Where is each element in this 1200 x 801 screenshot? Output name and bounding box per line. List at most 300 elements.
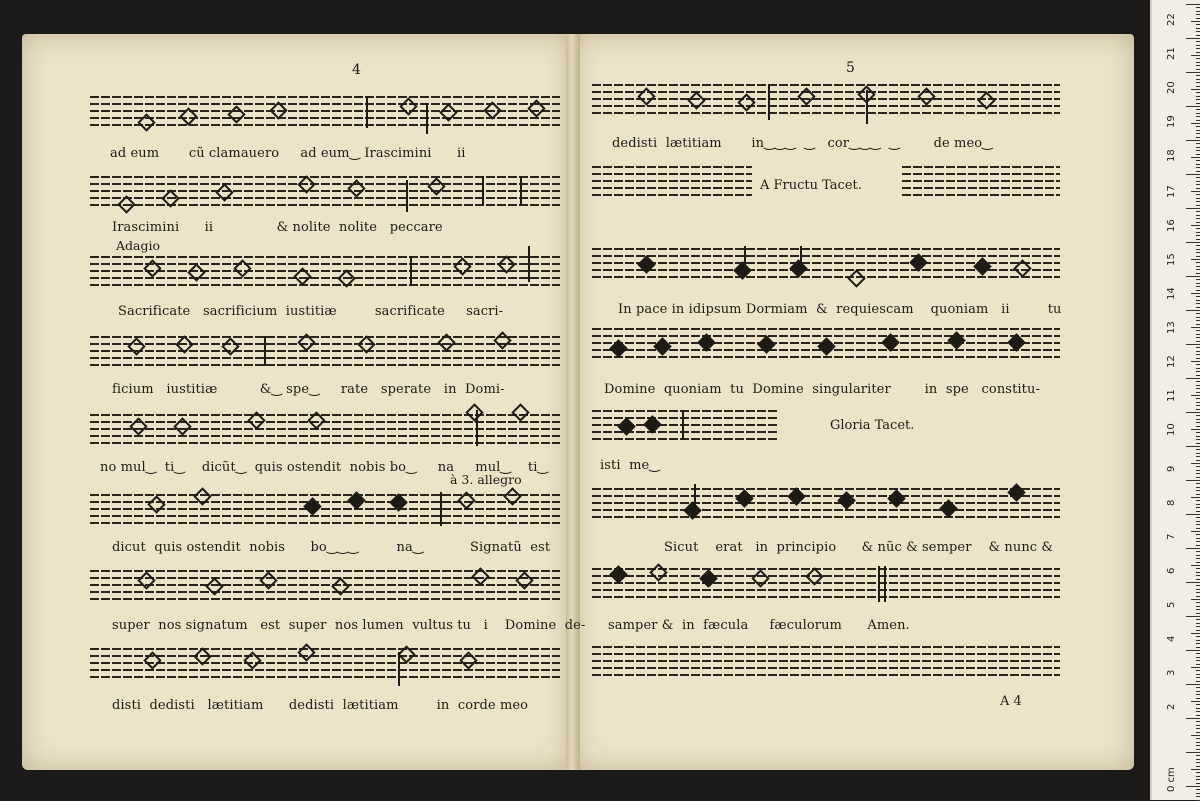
ruler-tick — [1196, 439, 1200, 440]
ruler-tick — [1196, 31, 1200, 32]
tacet-marking: A Fructu Tacet. — [760, 178, 862, 193]
staff — [90, 176, 560, 210]
ruler-tick — [1196, 664, 1200, 665]
ruler-tick — [1196, 150, 1200, 151]
ruler-tick — [1196, 589, 1200, 590]
ruler-tick — [1196, 283, 1200, 284]
ruler-tick — [1196, 419, 1200, 420]
staff — [902, 166, 1060, 200]
ruler-tick — [1196, 579, 1200, 580]
ruler-tick — [1196, 755, 1200, 756]
ruler-tick — [1186, 378, 1200, 379]
ruler-tick — [1186, 514, 1200, 515]
ruler-tick — [1196, 494, 1200, 495]
ruler-label: 15 — [1166, 253, 1177, 266]
ruler-label: 7 — [1166, 533, 1177, 540]
ruler-tick — [1196, 143, 1200, 144]
ruler-tick — [1196, 154, 1200, 155]
ruler-tick — [1196, 35, 1200, 36]
ruler-tick — [1196, 596, 1200, 597]
ruler-tick — [1196, 619, 1200, 620]
ruler-unit: 0 cm — [1166, 767, 1177, 792]
ruler-label: 6 — [1166, 567, 1177, 574]
ruler-tick — [1196, 789, 1200, 790]
ruler-tick — [1191, 633, 1200, 634]
ruler-tick — [1191, 531, 1200, 532]
ruler-tick — [1196, 358, 1200, 359]
ruler-tick — [1186, 174, 1200, 175]
measurement-ruler — [1150, 0, 1200, 800]
lyric-line: samper & in fæcula fæculorum Amen. — [608, 618, 910, 633]
ruler-tick — [1191, 361, 1200, 362]
ruler-tick — [1196, 62, 1200, 63]
ruler-tick — [1196, 205, 1200, 206]
lyric-line: In pace in idipsum Dormiam & requiescam quoniam ii tu — [618, 302, 1062, 317]
staff — [592, 488, 1060, 522]
ruler-tick — [1196, 337, 1200, 338]
ruler-tick — [1196, 215, 1200, 216]
ruler-tick — [1196, 541, 1200, 542]
ruler-tick — [1196, 670, 1200, 671]
ruler-tick — [1196, 103, 1200, 104]
ruler-tick — [1196, 11, 1200, 12]
ruler-tick — [1191, 89, 1200, 90]
ruler-tick — [1196, 273, 1200, 274]
lyric-line: ad eum cũ clamauero ad eum‿ Irascimini ii — [110, 146, 466, 161]
ruler-tick — [1196, 48, 1200, 49]
ruler-tick — [1196, 171, 1200, 172]
ruler-tick — [1196, 426, 1200, 427]
ruler-tick — [1196, 375, 1200, 376]
ruler-tick — [1196, 120, 1200, 121]
ruler-tick — [1196, 745, 1200, 746]
ruler-tick — [1196, 269, 1200, 270]
staff — [90, 648, 560, 682]
ruler-tick — [1196, 218, 1200, 219]
ruler-tick — [1196, 575, 1200, 576]
ruler-tick — [1196, 521, 1200, 522]
ruler-tick — [1196, 732, 1200, 733]
ruler-tick — [1196, 592, 1200, 593]
lyric-line: dicut quis ostendit nobis bo‿‿‿ na‿ Signatũ est — [112, 540, 551, 555]
ruler-tick — [1196, 167, 1200, 168]
note-stem — [398, 652, 400, 686]
ruler-tick — [1196, 524, 1200, 525]
ruler-tick — [1196, 14, 1200, 15]
ruler-tick — [1196, 687, 1200, 688]
ruler-tick — [1196, 398, 1200, 399]
ruler-tick — [1196, 130, 1200, 131]
ruler-tick — [1196, 133, 1200, 134]
barline — [884, 566, 886, 602]
ruler-tick — [1196, 766, 1200, 767]
note-stem — [476, 410, 478, 446]
ruler-tick — [1196, 759, 1200, 760]
ruler-tick — [1196, 160, 1200, 161]
ruler-tick — [1196, 698, 1200, 699]
ruler-label: 11 — [1166, 389, 1177, 402]
ruler-tick — [1196, 534, 1200, 535]
ruler-tick — [1196, 551, 1200, 552]
ruler-tick — [1186, 344, 1200, 345]
ruler-tick — [1196, 92, 1200, 93]
ruler-tick — [1196, 449, 1200, 450]
staff — [90, 570, 560, 604]
ruler-tick — [1196, 749, 1200, 750]
ruler-tick — [1196, 572, 1200, 573]
ruler-tick — [1186, 72, 1200, 73]
ruler-tick — [1196, 41, 1200, 42]
ruler-tick — [1196, 228, 1200, 229]
ruler-tick — [1196, 75, 1200, 76]
ruler-tick — [1191, 735, 1200, 736]
ruler-tick — [1196, 602, 1200, 603]
ruler-tick — [1196, 623, 1200, 624]
ruler-tick — [1196, 517, 1200, 518]
ruler-tick — [1196, 116, 1200, 117]
ruler-tick — [1186, 106, 1200, 107]
signature-mark: A 4 — [1000, 694, 1022, 709]
ruler-tick — [1196, 184, 1200, 185]
ruler-tick — [1191, 463, 1200, 464]
left-page-number: 4 — [352, 62, 361, 78]
ruler-tick — [1196, 313, 1200, 314]
ruler-tick — [1186, 616, 1200, 617]
note-stem — [800, 246, 802, 270]
ruler-tick — [1196, 99, 1200, 100]
ruler-tick — [1196, 137, 1200, 138]
ruler-tick — [1196, 538, 1200, 539]
ruler-tick — [1196, 630, 1200, 631]
ruler-tick — [1186, 412, 1200, 413]
barline — [768, 84, 770, 120]
lyric-line: super nos signatum est super nos lumen vultus tu i Domine de- — [112, 618, 586, 633]
ruler-tick — [1186, 718, 1200, 719]
ruler-tick — [1196, 245, 1200, 246]
ruler-tick — [1196, 500, 1200, 501]
tempo-marking: Adagio — [116, 238, 161, 253]
ruler-tick — [1196, 7, 1200, 8]
ruler-tick — [1196, 381, 1200, 382]
ruler-tick — [1196, 783, 1200, 784]
ruler-tick — [1196, 28, 1200, 29]
ruler-tick — [1196, 507, 1200, 508]
ruler-tick — [1191, 395, 1200, 396]
lyric-line: Sicut erat in principio & nũc & semper & nunc & — [664, 540, 1054, 555]
lyric-line: ficium iustitiæ &‿ spe‿ rate sperate in Domi- — [112, 382, 505, 397]
ruler-tick — [1196, 126, 1200, 127]
ruler-tick — [1196, 232, 1200, 233]
ruler-tick — [1196, 317, 1200, 318]
note-stem — [426, 104, 428, 134]
ruler-tick — [1191, 327, 1200, 328]
ruler-tick — [1196, 222, 1200, 223]
ruler-tick — [1196, 466, 1200, 467]
ruler-tick — [1196, 320, 1200, 321]
ruler-tick — [1196, 585, 1200, 586]
ruler-tick — [1196, 606, 1200, 607]
note-stem — [866, 90, 868, 124]
ruler-tick — [1196, 109, 1200, 110]
ruler-tick — [1196, 113, 1200, 114]
ruler-tick — [1191, 769, 1200, 770]
ruler-tick — [1196, 613, 1200, 614]
ruler-tick — [1196, 235, 1200, 236]
ruler-tick — [1196, 303, 1200, 304]
lyric-line: no mul‿ ti‿ dicũt‿ quis ostendit nobis bo‿ na mul‿ ti‿ — [100, 460, 549, 475]
ruler-tick — [1196, 385, 1200, 386]
ruler-label: 4 — [1166, 635, 1177, 642]
ruler-tick — [1186, 310, 1200, 311]
ruler-tick — [1196, 198, 1200, 199]
barline — [440, 492, 442, 526]
ruler-tick — [1186, 752, 1200, 753]
ruler-tick — [1196, 211, 1200, 212]
lyric-line: isti me‿ — [600, 458, 660, 473]
ruler-tick — [1196, 354, 1200, 355]
ruler-tick — [1196, 181, 1200, 182]
ruler-tick — [1196, 392, 1200, 393]
ruler-tick — [1186, 786, 1200, 787]
barline — [520, 176, 522, 206]
ruler-tick — [1196, 82, 1200, 83]
ruler-label: 21 — [1166, 47, 1177, 60]
ruler-tick — [1196, 164, 1200, 165]
barline — [482, 176, 484, 206]
barline — [264, 336, 266, 366]
ruler-tick — [1196, 58, 1200, 59]
ruler-tick — [1196, 657, 1200, 658]
ruler-label: 19 — [1166, 115, 1177, 128]
ruler-tick — [1196, 779, 1200, 780]
ruler-tick — [1191, 701, 1200, 702]
ruler-tick — [1196, 290, 1200, 291]
ruler-tick — [1196, 45, 1200, 46]
ruler-label: 2 — [1166, 703, 1177, 710]
ruler-tick — [1186, 582, 1200, 583]
ruler-tick — [1196, 341, 1200, 342]
ruler-tick — [1196, 643, 1200, 644]
ruler-tick — [1196, 262, 1200, 263]
ruler-tick — [1196, 660, 1200, 661]
ruler-tick — [1196, 453, 1200, 454]
ruler-tick — [1196, 477, 1200, 478]
ruler-tick — [1196, 307, 1200, 308]
ruler-tick — [1196, 483, 1200, 484]
ruler-tick — [1196, 490, 1200, 491]
barline — [682, 410, 684, 440]
ruler-tick — [1186, 446, 1200, 447]
ruler-tick — [1196, 793, 1200, 794]
ruler-tick — [1196, 640, 1200, 641]
ruler-tick — [1196, 711, 1200, 712]
ruler-label: 8 — [1166, 499, 1177, 506]
barline — [878, 566, 880, 602]
ruler-tick — [1196, 725, 1200, 726]
ruler-tick — [1186, 242, 1200, 243]
ruler-tick — [1196, 647, 1200, 648]
ruler-tick — [1196, 69, 1200, 70]
barline — [410, 256, 412, 286]
ruler-label: 13 — [1166, 321, 1177, 334]
ruler-tick — [1196, 266, 1200, 267]
ruler-tick — [1196, 691, 1200, 692]
ruler-tick — [1196, 721, 1200, 722]
ruler-tick — [1196, 436, 1200, 437]
ruler-tick — [1196, 504, 1200, 505]
ruler-tick — [1196, 147, 1200, 148]
ruler-tick — [1186, 548, 1200, 549]
ruler-tick — [1196, 249, 1200, 250]
ruler-tick — [1196, 415, 1200, 416]
ruler-tick — [1196, 776, 1200, 777]
ruler-tick — [1196, 432, 1200, 433]
staff — [592, 166, 752, 200]
ruler-tick — [1196, 715, 1200, 716]
ruler-label: 17 — [1166, 185, 1177, 198]
ruler-tick — [1196, 487, 1200, 488]
ruler-tick — [1196, 86, 1200, 87]
ruler-tick — [1196, 79, 1200, 80]
staff — [90, 256, 560, 290]
book-gutter — [566, 34, 580, 770]
ruler-tick — [1191, 55, 1200, 56]
ruler-label: 16 — [1166, 219, 1177, 232]
ruler-label: 9 — [1166, 465, 1177, 472]
ruler-tick — [1196, 738, 1200, 739]
ruler-tick — [1186, 208, 1200, 209]
ruler-tick — [1191, 497, 1200, 498]
ruler-tick — [1186, 650, 1200, 651]
ruler-tick — [1191, 225, 1200, 226]
ruler-tick — [1196, 636, 1200, 637]
ruler-tick — [1196, 405, 1200, 406]
ruler-tick — [1196, 704, 1200, 705]
ruler-tick — [1196, 511, 1200, 512]
right-page-number: 5 — [846, 60, 855, 76]
ruler-tick — [1196, 796, 1200, 797]
ruler-tick — [1196, 194, 1200, 195]
ruler-tick — [1186, 480, 1200, 481]
ruler-tick — [1191, 191, 1200, 192]
ruler-tick — [1196, 351, 1200, 352]
ruler-tick — [1196, 409, 1200, 410]
ruler-tick — [1196, 300, 1200, 301]
ruler-tick — [1191, 21, 1200, 22]
ruler-tick — [1196, 177, 1200, 178]
ruler-tick — [1196, 364, 1200, 365]
ruler-tick — [1196, 473, 1200, 474]
barline — [366, 96, 368, 128]
ruler-tick — [1196, 422, 1200, 423]
ruler-tick — [1196, 402, 1200, 403]
staff — [90, 336, 560, 370]
note-stem — [744, 246, 746, 270]
ruler-tick — [1196, 256, 1200, 257]
ruler-label: 18 — [1166, 149, 1177, 162]
ruler-tick — [1196, 347, 1200, 348]
ruler-tick — [1196, 674, 1200, 675]
ruler-tick — [1196, 296, 1200, 297]
ruler-label: 20 — [1166, 81, 1177, 94]
ruler-tick — [1196, 388, 1200, 389]
lyric-line: Irascimini ii & nolite nolite peccare — [112, 220, 443, 235]
ruler-tick — [1196, 368, 1200, 369]
ruler-tick — [1196, 239, 1200, 240]
ruler-tick — [1186, 4, 1200, 5]
ruler-tick — [1196, 653, 1200, 654]
ruler-tick — [1196, 330, 1200, 331]
ruler-tick — [1186, 38, 1200, 39]
ruler-tick — [1196, 708, 1200, 709]
ruler-tick — [1191, 293, 1200, 294]
ruler-label: 14 — [1166, 287, 1177, 300]
ruler-label: 3 — [1166, 669, 1177, 676]
ruler-tick — [1196, 371, 1200, 372]
ruler-label: 22 — [1166, 13, 1177, 26]
ruler-tick — [1196, 286, 1200, 287]
ruler-tick — [1191, 259, 1200, 260]
ruler-tick — [1186, 684, 1200, 685]
ruler-tick — [1191, 565, 1200, 566]
lyric-line: Domine quoniam tu Domine singulariter in spe constitu- — [604, 382, 1040, 397]
lyric-line: disti dedisti lætitiam dedisti lætitiam in corde meo — [112, 698, 529, 713]
ruler-label: 12 — [1166, 355, 1177, 368]
ruler-tick — [1196, 96, 1200, 97]
ruler-tick — [1196, 443, 1200, 444]
ruler-tick — [1196, 334, 1200, 335]
ruler-tick — [1196, 626, 1200, 627]
ruler-tick — [1186, 140, 1200, 141]
ruler-tick — [1191, 157, 1200, 158]
ruler-tick — [1196, 609, 1200, 610]
tacet-marking: Gloria Tacet. — [830, 418, 915, 433]
lyric-line: Sacrificate sacrificium iustitiæ sacrificate sacri- — [118, 304, 504, 319]
ruler-tick — [1196, 555, 1200, 556]
lyric-line: dedisti lætitiam in‿‿‿ ‿ cor‿‿‿ ‿ de meo‿ — [612, 136, 993, 151]
ruler-tick — [1196, 188, 1200, 189]
ruler-tick — [1196, 65, 1200, 66]
ruler-tick — [1196, 470, 1200, 471]
ruler-tick — [1196, 728, 1200, 729]
note-stem — [694, 484, 696, 510]
ruler-tick — [1196, 568, 1200, 569]
ruler-tick — [1196, 772, 1200, 773]
ruler-tick — [1196, 677, 1200, 678]
ruler-tick — [1196, 742, 1200, 743]
ruler-tick — [1196, 694, 1200, 695]
ruler-label: 10 — [1166, 423, 1177, 436]
ruler-tick — [1196, 252, 1200, 253]
ruler-tick — [1196, 456, 1200, 457]
ruler-tick — [1196, 681, 1200, 682]
ruler-tick — [1196, 279, 1200, 280]
ruler-tick — [1196, 528, 1200, 529]
ruler-tick — [1186, 276, 1200, 277]
ruler-tick — [1191, 667, 1200, 668]
ruler-tick — [1191, 123, 1200, 124]
ruler-tick — [1196, 52, 1200, 53]
ruler-label: 5 — [1166, 601, 1177, 608]
ruler-tick — [1196, 18, 1200, 19]
ruler-tick — [1196, 460, 1200, 461]
ruler-tick — [1196, 24, 1200, 25]
ruler-tick — [1191, 599, 1200, 600]
staff — [592, 646, 1060, 680]
note-stem — [406, 180, 408, 212]
ruler-tick — [1196, 201, 1200, 202]
ruler-tick — [1191, 429, 1200, 430]
